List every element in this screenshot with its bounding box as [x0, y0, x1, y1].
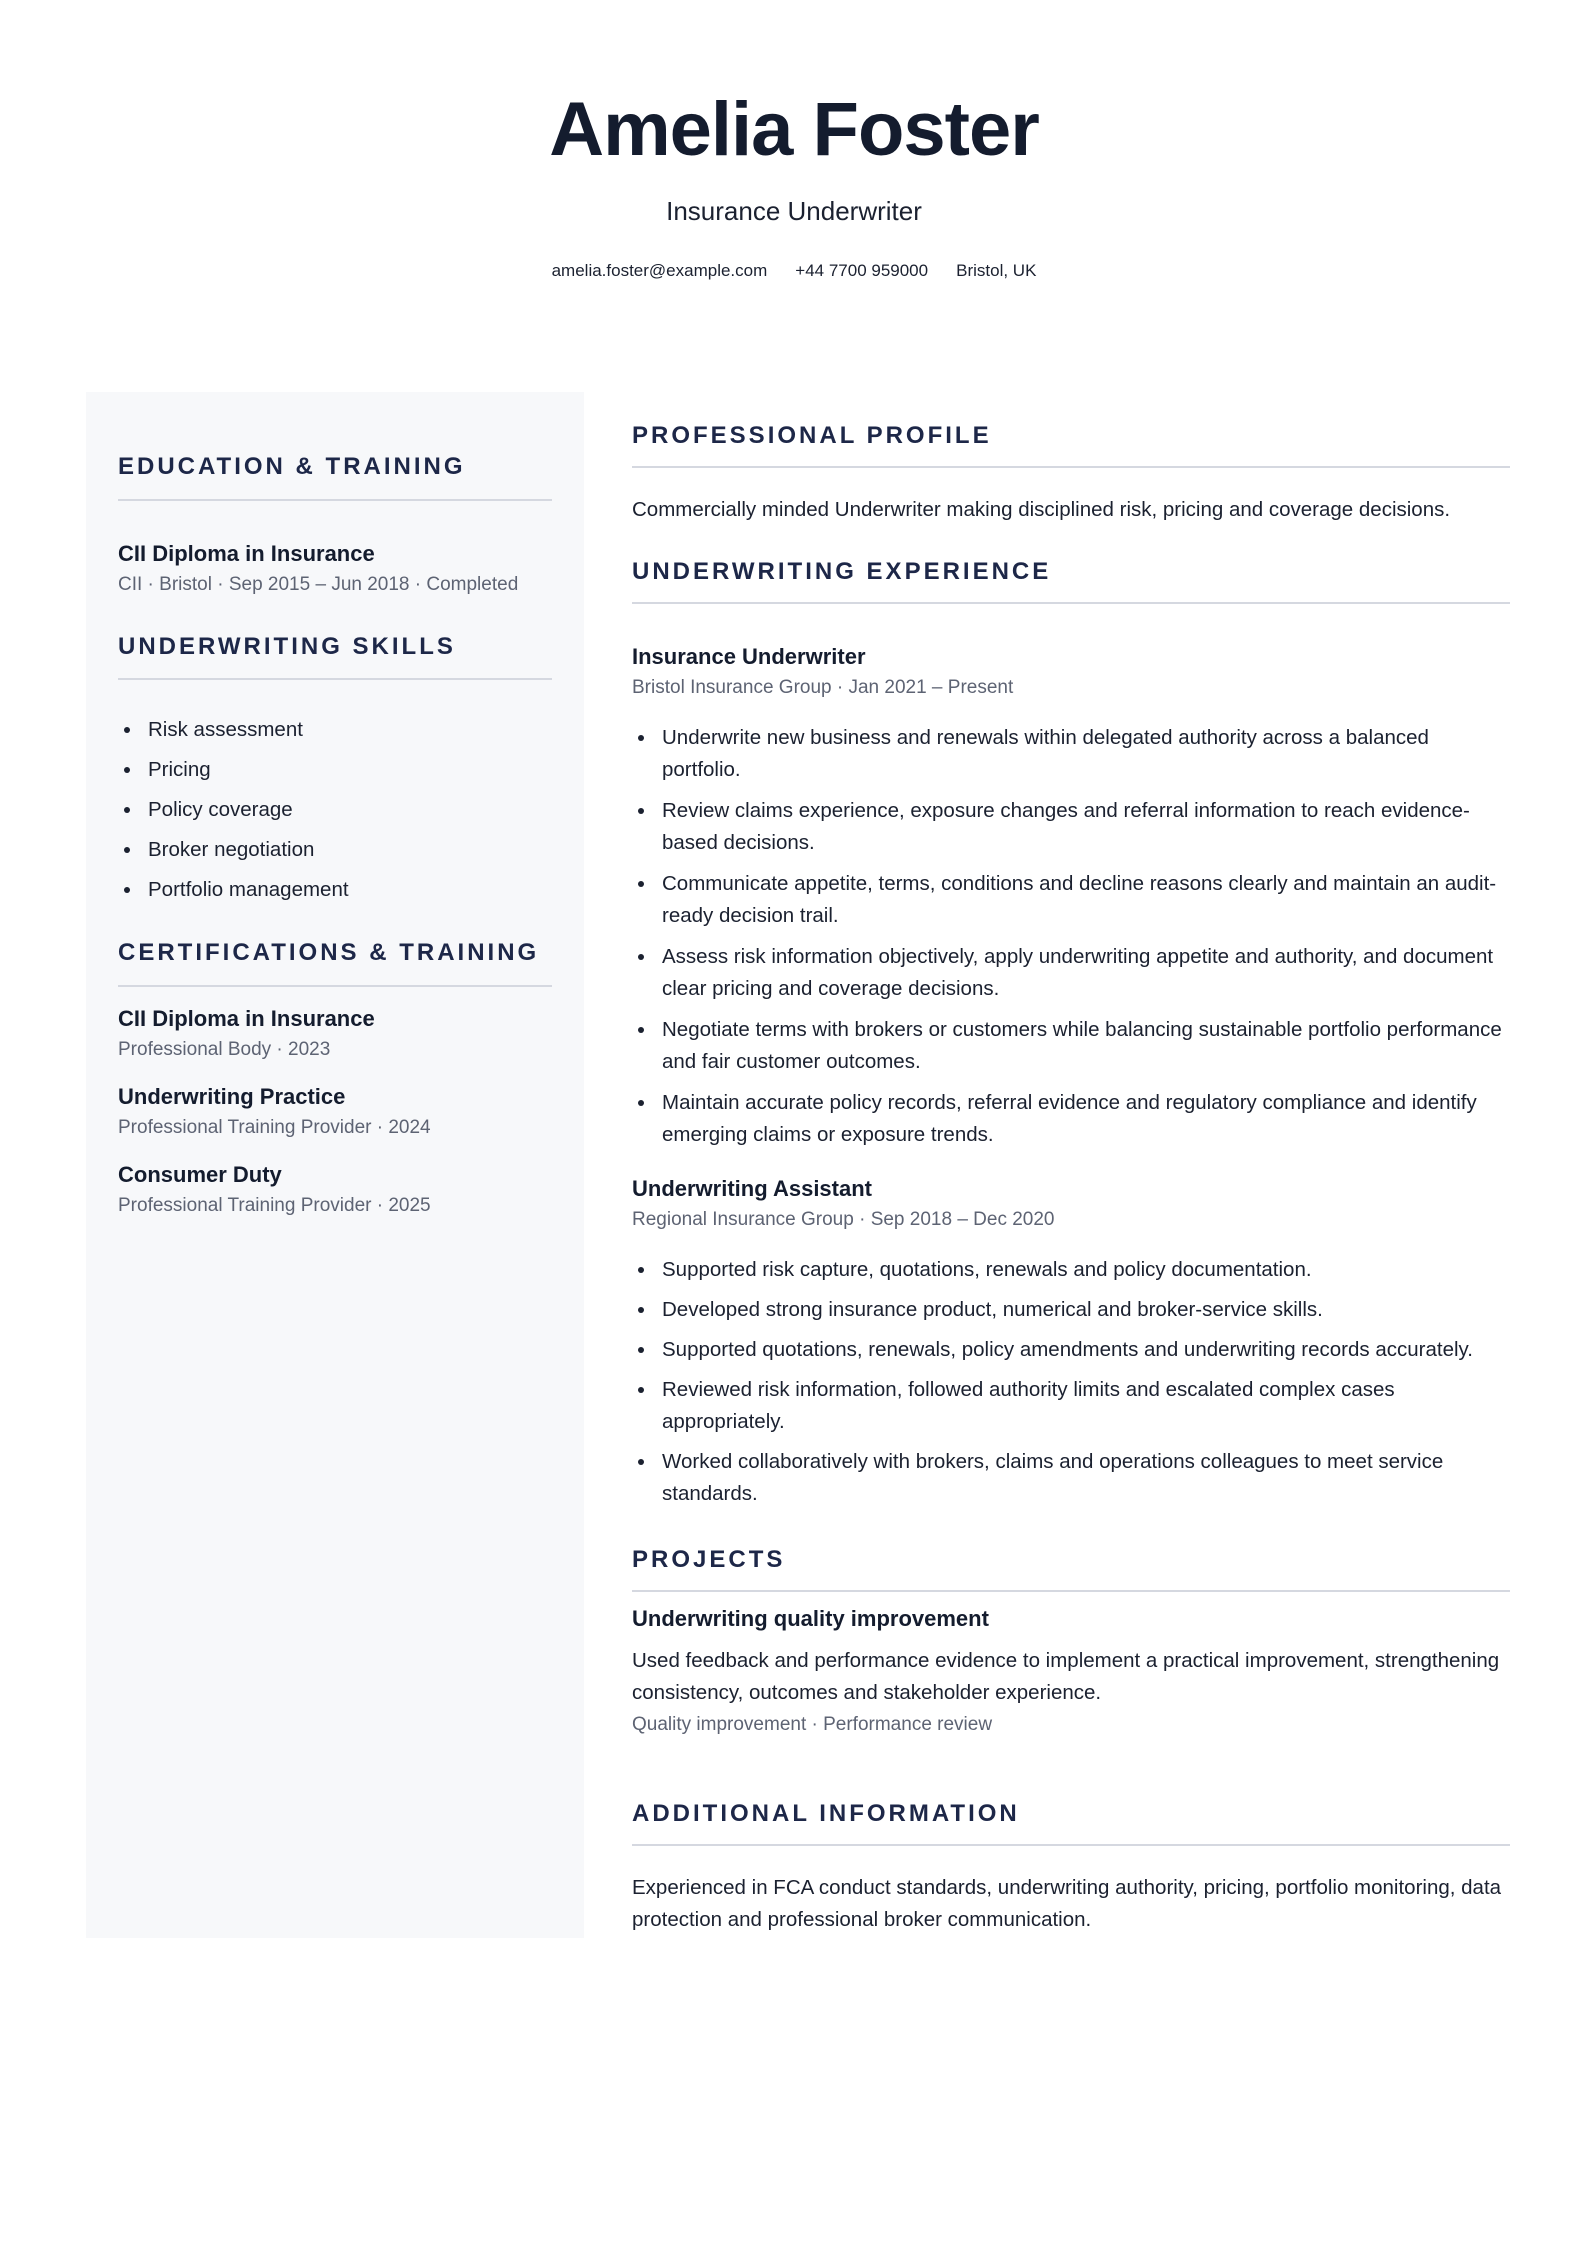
additional-text: Experienced in FCA conduct standards, underwriting authority, pricing, portfolio monitoring, data protection and professional broker communication.	[632, 1876, 1502, 1931]
education-divider	[118, 499, 552, 501]
contact-phone[interactable]: +44 7700 959000	[795, 261, 929, 280]
certification-title: Underwriting Practice	[118, 1084, 346, 1109]
job-title: Underwriting Assistant	[632, 1176, 872, 1201]
skills-heading: UNDERWRITING SKILLS	[118, 633, 456, 660]
job-meta: Bristol Insurance Group · Jan 2021 – Present	[632, 677, 1014, 698]
experience-divider	[632, 602, 1510, 604]
list-item: Negotiate terms with brokers or customers while balancing sustainable portfolio performance and fair customer outcomes.	[662, 1014, 1510, 1078]
list-item: Developed strong insurance product, numerical and broker-service skills.	[662, 1294, 1510, 1326]
contact-location: Bristol, UK	[956, 261, 1037, 280]
certification-meta: Professional Body · 2023	[118, 1039, 331, 1060]
job-bullets	[632, 722, 1510, 1151]
additional-heading: ADDITIONAL INFORMATION	[632, 1800, 1020, 1827]
list-item: Reviewed risk information, followed authority limits and escalated complex cases appropriately.	[662, 1374, 1510, 1438]
job-meta: Regional Insurance Group · Sep 2018 – Dec 2020	[632, 1209, 1055, 1230]
list-item: Supported risk capture, quotations, renewals and policy documentation.	[662, 1254, 1510, 1286]
certification-title: CII Diploma in Insurance	[118, 1006, 375, 1031]
certification-meta: Professional Training Provider · 2024	[118, 1117, 431, 1138]
list-item: Worked collaboratively with brokers, claims and operations colleagues to meet service standards.	[662, 1446, 1510, 1510]
job-title: Insurance Underwriter	[666, 196, 922, 226]
list-item: Broker negotiation	[148, 834, 349, 874]
list-item: Policy coverage	[148, 794, 349, 834]
projects-divider	[632, 1590, 1510, 1592]
list-item: Supported quotations, renewals, policy amendments and underwriting records accurately.	[662, 1334, 1510, 1366]
certifications-divider	[118, 985, 552, 987]
projects-heading: PROJECTS	[632, 1546, 786, 1573]
certifications-heading: CERTIFICATIONS & TRAINING	[118, 939, 540, 966]
list-item: Risk assessment	[148, 714, 349, 754]
list-item: Portfolio management	[148, 874, 349, 914]
education-heading: EDUCATION & TRAINING	[118, 453, 466, 480]
experience-heading: UNDERWRITING EXPERIENCE	[632, 558, 1052, 585]
list-item: Assess risk information objectively, apply underwriting appetite and authority, and document clear pricing and coverage decisions.	[662, 941, 1510, 1005]
contact-info	[0, 262, 1588, 279]
list-item: Pricing	[148, 754, 349, 794]
candidate-name: Amelia Foster	[549, 87, 1039, 172]
list-item: Maintain accurate policy records, referral evidence and regulatory compliance and identify emerging claims or exposure trends.	[662, 1087, 1510, 1151]
list-item: Communicate appetite, terms, conditions and decline reasons clearly and maintain an audit-ready decision trail.	[662, 868, 1510, 932]
list-item: Underwrite new business and renewals within delegated authority across a balanced portfolio.	[662, 722, 1510, 786]
skills-list	[118, 714, 349, 914]
additional-divider	[632, 1844, 1510, 1846]
job-title: Insurance Underwriter	[632, 644, 866, 669]
profile-divider	[632, 466, 1510, 468]
list-item: Review claims experience, exposure changes and referral information to reach evidence-based decisions.	[662, 795, 1510, 859]
skills-divider	[118, 678, 552, 680]
project-title: Underwriting quality improvement	[632, 1606, 989, 1631]
profile-heading: PROFESSIONAL PROFILE	[632, 422, 992, 449]
certification-title: Consumer Duty	[118, 1162, 282, 1187]
profile-text: Commercially minded Underwriter making disciplined risk, pricing and coverage decisions.	[632, 498, 1451, 521]
certification-meta: Professional Training Provider · 2025	[118, 1195, 431, 1216]
project-tags: Quality improvement · Performance review	[632, 1714, 993, 1735]
contact-email[interactable]: amelia.foster@example.com	[551, 261, 768, 280]
project-description: Used feedback and performance evidence to implement a practical improvement, strengthening consistency, outcomes and stakeholder experience.	[632, 1649, 1500, 1704]
job-bullets	[632, 1254, 1510, 1510]
education-title: CII Diploma in Insurance	[118, 541, 375, 566]
education-meta: CII · Bristol · Sep 2015 – Jun 2018 · Completed	[118, 574, 519, 595]
